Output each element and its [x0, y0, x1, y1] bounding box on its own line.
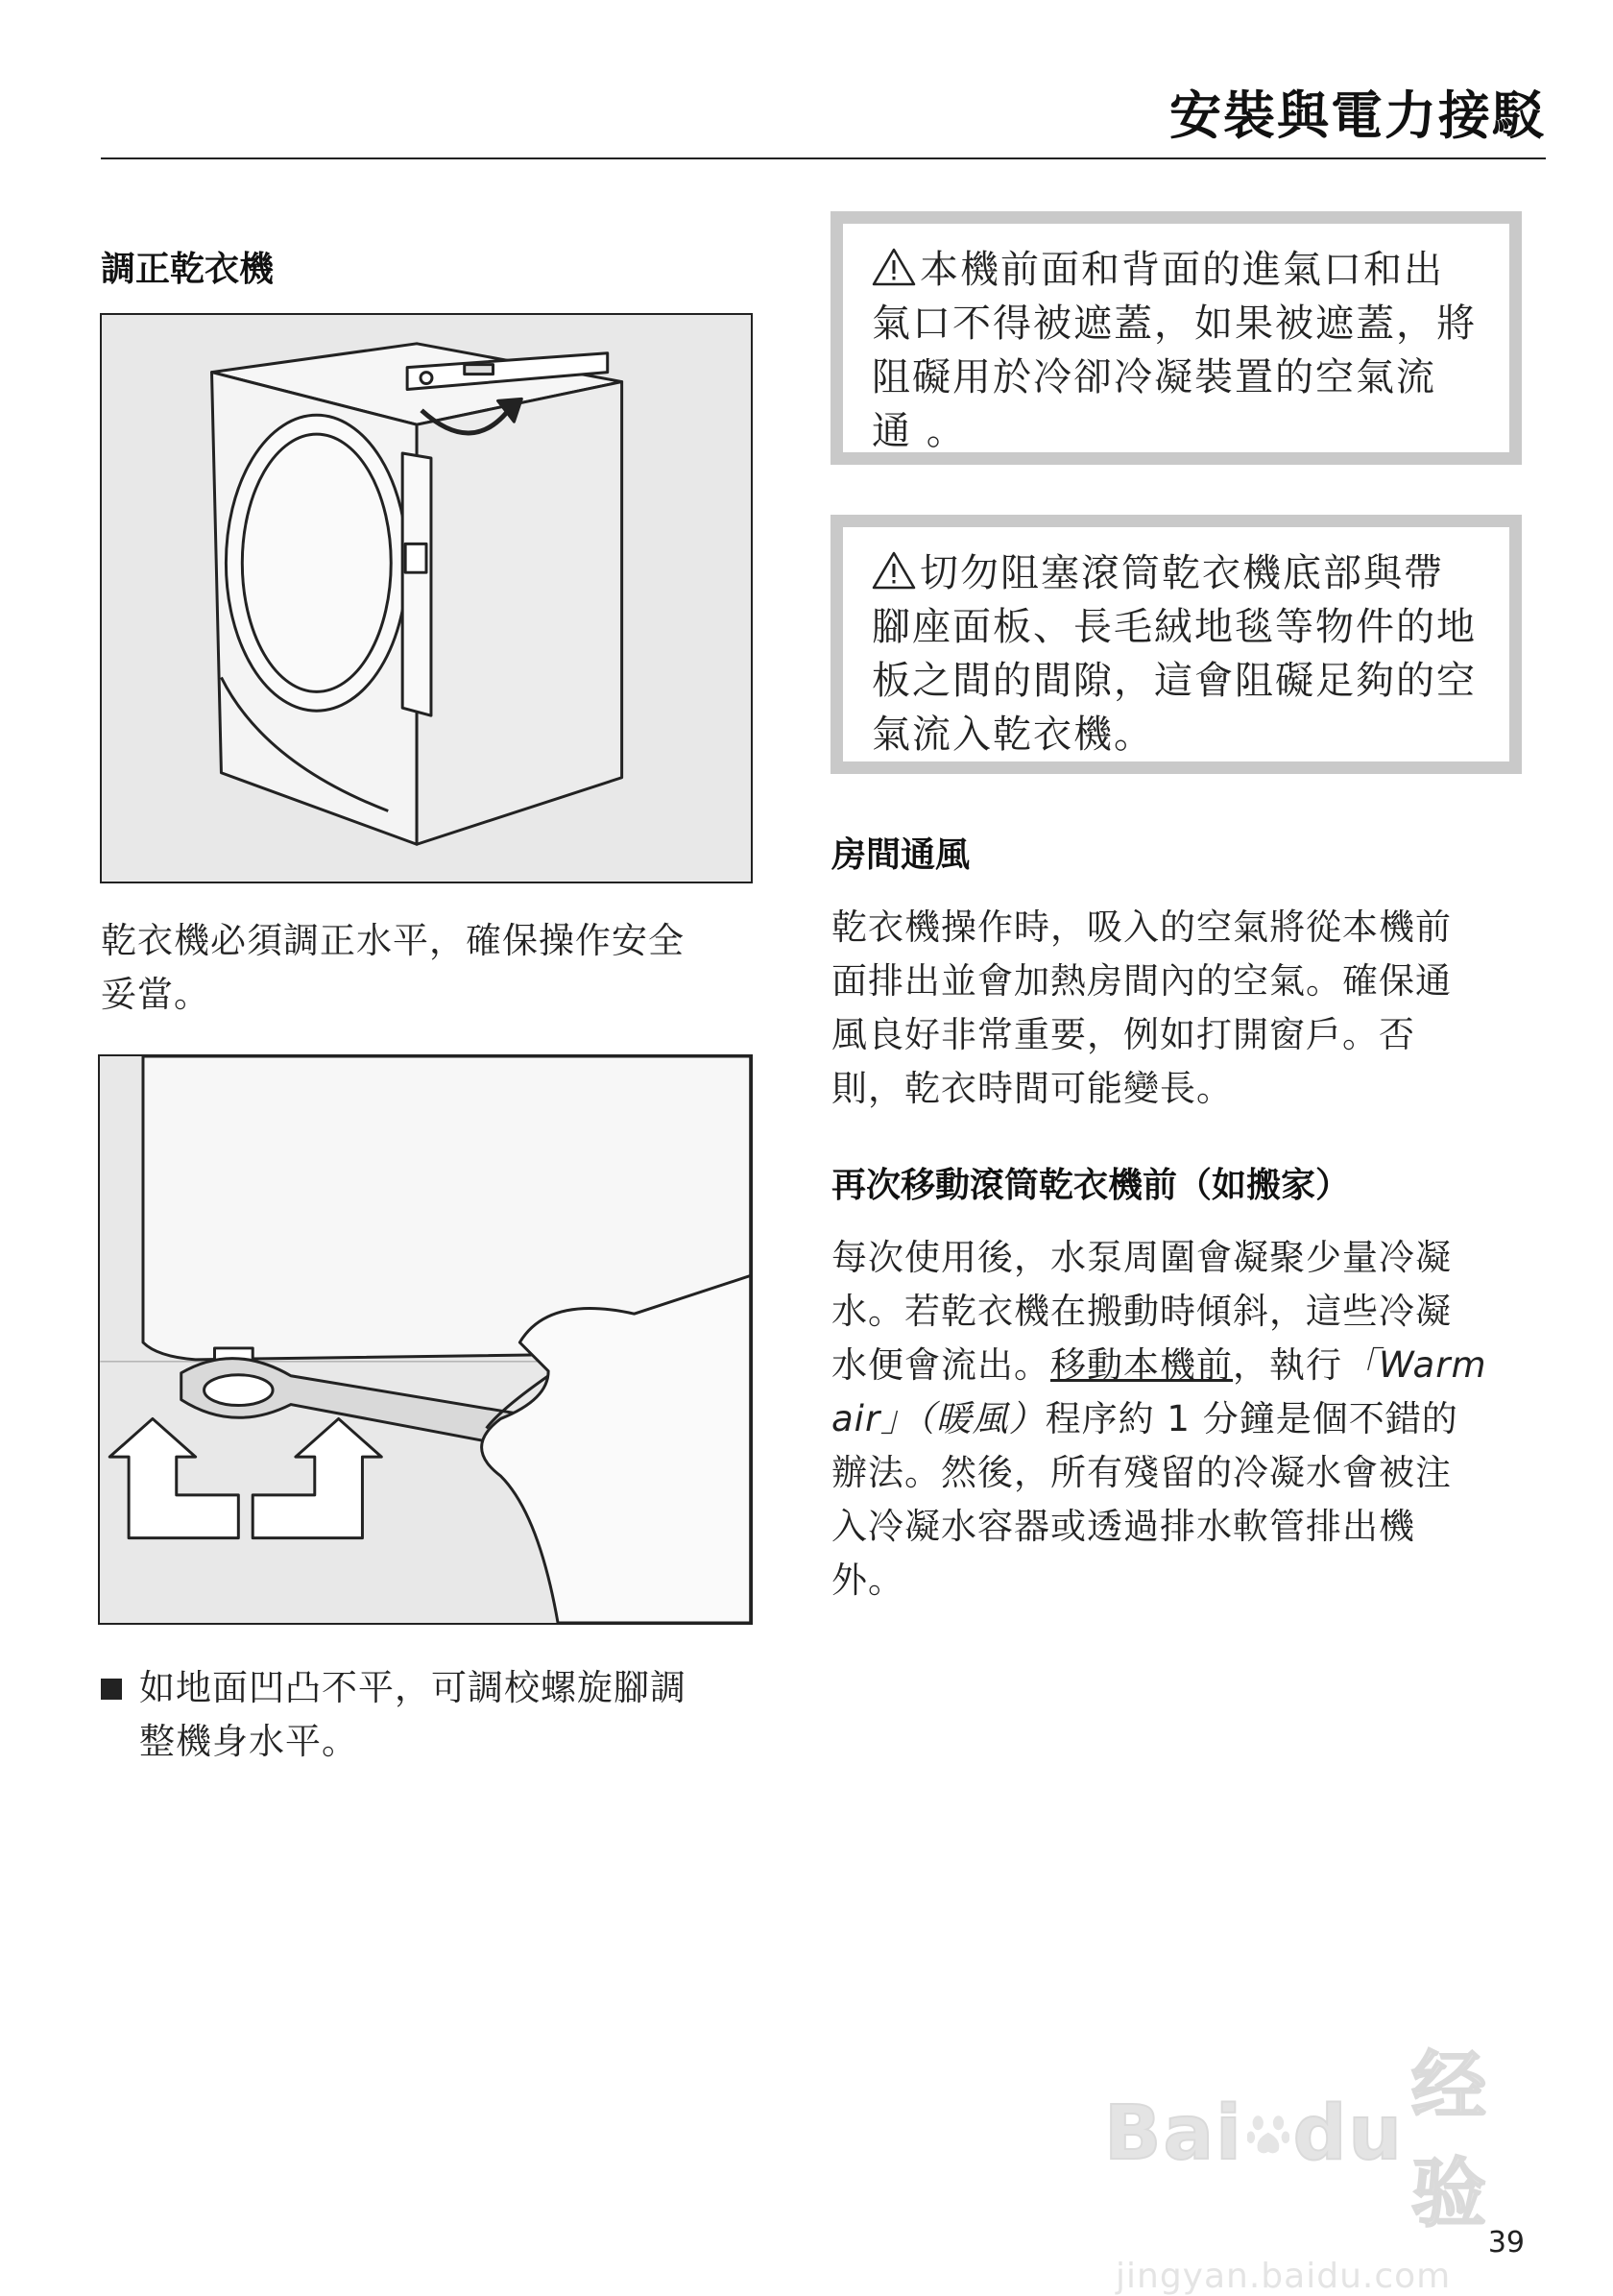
moving-paragraph: [831, 1231, 1523, 1607]
warning-line: 板之間的間隙，這會阻礙足夠的空: [872, 659, 1477, 703]
paragraph-line: 辦法。然後，所有殘留的冷凝水會被注: [831, 1452, 1452, 1493]
paragraph-line: [831, 1392, 1523, 1446]
ventilation-paragraph: [831, 901, 1523, 1116]
figure-dryer-level: [100, 313, 753, 883]
paragraph-line: 水。若乾衣機在搬動時傾斜，這些冷凝: [831, 1291, 1452, 1332]
section-title-moving: 再次移動滾筒乾衣機前（如搬家）: [831, 1166, 1351, 1205]
paragraph-line: 乾衣機必須調正水平，確保操作安全: [101, 920, 685, 961]
page-number: 39: [1487, 2226, 1525, 2260]
link-before-moving[interactable]: 移動本機前: [1050, 1344, 1233, 1386]
page-header-title: 安裝與電力接駁: [1169, 85, 1546, 146]
header-divider: [101, 157, 1546, 159]
warning-line: 阻礙用於冷卻冷凝裝置的空氣流: [872, 355, 1436, 399]
warning-line: 氣流入乾衣機。: [872, 713, 1154, 757]
program-name-run: 「Warm: [1342, 1344, 1487, 1386]
adjust-foot-illustration: [100, 1056, 751, 1623]
dryer-level-illustration: [102, 315, 751, 882]
warning-line: 腳座面板、長毛絨地毯等物件的地: [872, 605, 1477, 649]
watermark-brand: Bai: [1104, 2091, 1243, 2177]
watermark-logo: [1104, 2026, 1507, 2241]
warning-text: 切勿阻塞滾筒乾衣機底部與帶: [920, 551, 1444, 595]
watermark-cn: 经验: [1410, 2043, 1488, 2237]
square-bullet-icon: [101, 1679, 122, 1700]
bullet-line: 如地面凹凸不平，可調校螺旋腳調: [139, 1667, 686, 1708]
warning-triangle-icon: [872, 248, 916, 286]
warning-line: [872, 243, 1486, 297]
figure-adjust-foot: [98, 1054, 753, 1625]
watermark-brand2: du: [1292, 2091, 1404, 2177]
program-name-run: air」（暖風）: [831, 1398, 1046, 1439]
section-title-ventilation: 房間通風: [831, 835, 971, 875]
paragraph-line: 外。: [831, 1559, 904, 1601]
paragraph-line: 入冷凝水容器或透過排水軟管排出機: [831, 1506, 1415, 1547]
warning-triangle-icon: [872, 551, 916, 590]
leveling-paragraph: [101, 914, 763, 1022]
text-run: 水便會流出。: [831, 1344, 1050, 1386]
warning-line: 氣口不得被遮蓋，如果被遮蓋，將: [872, 302, 1477, 346]
paw-icon: [1247, 2099, 1289, 2168]
text-run: ，執行: [1233, 1344, 1342, 1386]
paragraph-line: 每次使用後，水泵周圍會凝聚少量冷凝: [831, 1237, 1452, 1278]
bullet-text: [139, 1661, 686, 1769]
warning-line: [872, 546, 1486, 600]
leveling-bullet-item: [101, 1661, 763, 1769]
warning-box-vents: [831, 211, 1522, 465]
warning-text: 本機前面和背面的進氣口和出: [920, 248, 1444, 292]
paragraph-line: 乾衣機操作時，吸入的空氣將從本機前: [831, 906, 1452, 948]
paragraph-line: 則，乾衣時間可能變長。: [831, 1068, 1233, 1109]
paragraph-line: 妥當。: [101, 974, 210, 1015]
section-title-leveling: 調正乾衣機: [101, 250, 275, 289]
paragraph-line: [831, 1339, 1523, 1392]
bullet-line: 整機身水平。: [139, 1721, 358, 1762]
warning-box-gap: [831, 515, 1522, 774]
text-run: 程序約 1 分鐘是個不錯的: [1045, 1398, 1458, 1439]
warning-line: 通 。: [872, 409, 967, 453]
watermark-url: jingyan.baidu.com: [1116, 2257, 1452, 2296]
paragraph-line: 面排出並會加熱房間內的空氣。確保通: [831, 960, 1452, 1002]
paragraph-line: 風良好非常重要，例如打開窗戶。否: [831, 1014, 1415, 1055]
